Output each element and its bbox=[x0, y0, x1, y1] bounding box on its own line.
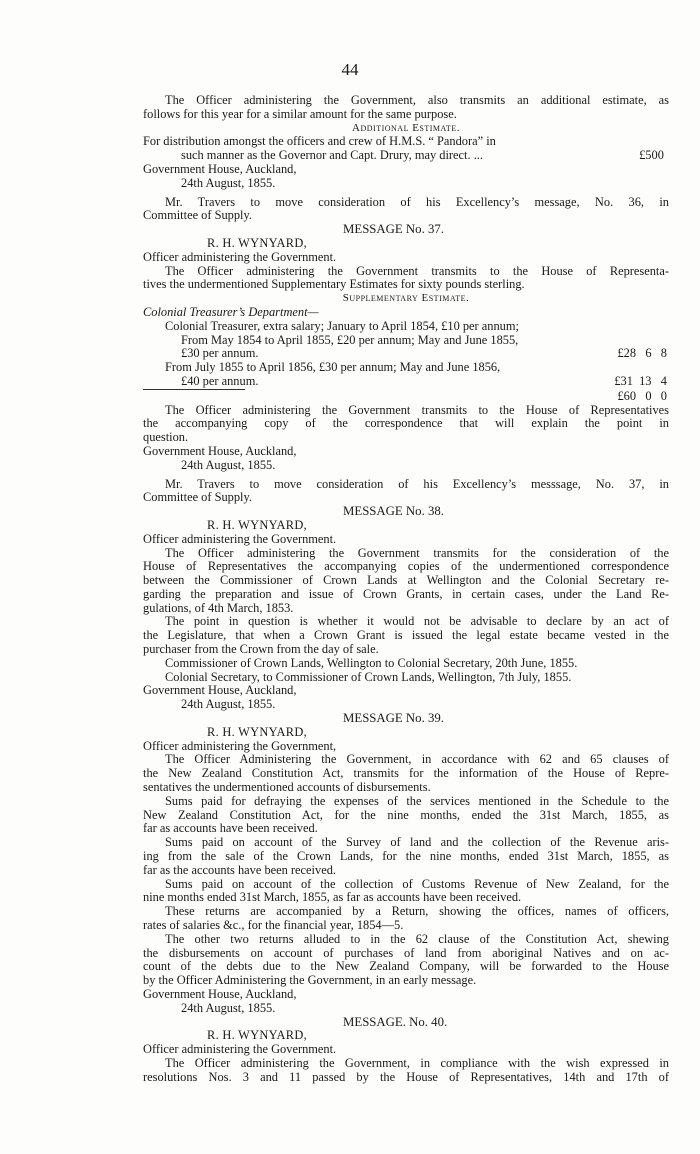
amount: £500 bbox=[639, 148, 667, 163]
text-line: Committee of Supply. bbox=[143, 490, 252, 505]
text-line: The Officer administering the Government transmits to the House of Representa- bbox=[165, 263, 669, 278]
text-line: Government House, Auckland, bbox=[143, 683, 297, 698]
text-line: resolutions Nos. 3 and 11 passed by the House of Representatives, 14th and 17th of bbox=[143, 1069, 669, 1084]
text-line: The Officer administering the Government, also transmits an additional estimate, as bbox=[165, 93, 669, 107]
text-line: New Zealand Constitution Act, for the nine months, ended the 31st March, 1855, as bbox=[143, 807, 669, 822]
text-line: The Officer administering the Government transmits for the consideration of the bbox=[165, 545, 669, 560]
text-line: question. bbox=[143, 430, 189, 445]
text-line: For distribution amongst the officers and crew of H.M.S. “ Pandora” in bbox=[143, 134, 496, 149]
text-line: The other two returns alluded to in the 62 clause of the Constitution Act, shewing bbox=[165, 931, 669, 946]
text-line: the accompanying copy of the correspondence that will explain the point in bbox=[143, 416, 669, 431]
text-line: sentatives the undermentioned accounts of disbursements. bbox=[143, 780, 431, 795]
message-heading: MESSAGE No. 38. bbox=[343, 504, 444, 519]
text-line: count of the debts due to the New Zealand Company, will be forwarded to the House bbox=[143, 959, 669, 974]
text-line: Officer administering the Government, bbox=[143, 738, 337, 753]
message-heading: MESSAGE No. 37. bbox=[343, 222, 444, 237]
text-line: Officer administering the Government. bbox=[143, 1042, 337, 1057]
text-line: far as accounts have been received. bbox=[143, 821, 318, 836]
text-line: From May 1854 to April 1855, £20 per annum; May and June 1855, bbox=[181, 332, 519, 347]
text-line: ing from the sale of the Crown Lands, for the nine months, ended 31st March, 1855, as bbox=[143, 849, 669, 864]
text-line: 24th August, 1855. bbox=[181, 175, 276, 190]
text-line: the Legislature, that when a Crown Grant is issued the legal estate became vested in the bbox=[143, 628, 669, 643]
text-line: Government House, Auckland, bbox=[143, 161, 297, 176]
text-line: follows for this year for a similar amount for the same purpose. bbox=[143, 106, 457, 121]
text-line: The point in question is whether it would not be advisable to declare by an act of bbox=[165, 614, 669, 629]
text-line: rates of salaries &c., for the financial year, 1854—5. bbox=[143, 918, 404, 933]
signature: R. H. WYNYARD, bbox=[207, 1028, 308, 1043]
text-line: purchaser from the Crown from the day of sale. bbox=[143, 642, 379, 657]
text-line: The Officer administering the Government, in compliance with the wish expressed in bbox=[165, 1055, 669, 1070]
text-line: These returns are accompanied by a Return, showing the offices, names of officers, bbox=[165, 904, 669, 919]
signature: R. H. WYNYARD, bbox=[207, 517, 308, 532]
estimate-heading: Supplementary Estimate. bbox=[342, 292, 470, 305]
text-line: Government House, Auckland, bbox=[143, 987, 297, 1001]
text-line: Colonial Treasurer’s Department— bbox=[143, 304, 319, 319]
text-line: by the Officer Administering the Government, in an early message. bbox=[143, 973, 477, 988]
text-line: garding the preparation and issue of Crown Grants, in certain cases, under the Land Re- bbox=[143, 586, 669, 601]
text-line: 24th August, 1855. bbox=[181, 697, 276, 712]
text-line: Mr. Travers to move consideration of his Excellency’s messsage, No. 37, in bbox=[165, 476, 669, 491]
text-line: 24th August, 1855. bbox=[181, 1000, 276, 1015]
text-line: From July 1855 to April 1856, £30 per annum; May and June 1856, bbox=[165, 360, 501, 375]
text-line: Sums paid on account of the Survey of land and the collection of the Revenue aris- bbox=[165, 835, 669, 850]
text-line: between the Commissioner of Crown Lands at Wellington and the Colonial Secretary re- bbox=[143, 573, 669, 588]
line-text: £30 per annum. bbox=[181, 346, 259, 361]
line-text: £40 per annum. bbox=[181, 373, 259, 388]
text-line: the New Zealand Constitution Act, transmits for the information of the House of Repre- bbox=[143, 766, 669, 781]
text-line: Sums paid on account of the collection of Customs Revenue of New Zealand, for the bbox=[165, 876, 669, 891]
text-line: House of Representatives the accompanying copies of the undermentioned correspondence bbox=[143, 559, 669, 574]
line-text: such manner as the Governor and Capt. Drury, may direct. ... bbox=[181, 148, 483, 163]
text-line: Committee of Supply. bbox=[143, 208, 252, 223]
message-heading: MESSAGE No. 39. bbox=[343, 711, 444, 726]
amount: £60 0 0 bbox=[617, 388, 667, 403]
text-line bbox=[143, 375, 669, 389]
text-line: the disbursements on account of purchases of land from aboriginal Natives and on ac- bbox=[143, 945, 669, 960]
text-line: Colonial Treasurer, extra salary; January to April 1854, £10 per annum; bbox=[165, 318, 519, 333]
text-line: Officer administering the Government. bbox=[143, 249, 337, 264]
amount: £31 13 4 bbox=[614, 373, 667, 388]
signature: R. H. WYNYARD, bbox=[207, 235, 308, 250]
text-line bbox=[143, 149, 669, 163]
text-line: Officer administering the Government. bbox=[143, 531, 337, 546]
text-line: Colonial Secretary, to Commissioner of Crown Lands, Wellington, 7th July, 1855. bbox=[165, 669, 572, 684]
text-line: The Officer Administering the Government, in accordance with 62 and 65 clauses of bbox=[165, 752, 669, 767]
text-line: far as the accounts have been received. bbox=[143, 862, 336, 877]
text-line: Mr. Travers to move consideration of his Excellency’s message, No. 36, in bbox=[165, 194, 669, 209]
text-line bbox=[143, 390, 669, 404]
text-line: Commissioner of Crown Lands, Wellington to Colonial Secretary, 20th June, 1855. bbox=[165, 655, 578, 670]
page-number: 44 bbox=[341, 60, 359, 79]
message-heading: MESSAGE. No. 40. bbox=[343, 1014, 448, 1029]
text-line bbox=[143, 347, 669, 361]
text-line: tives the undermentioned Supplementary Estimates for sixty pounds sterling. bbox=[143, 277, 525, 292]
estimate-heading: Additional Estimate. bbox=[352, 121, 460, 134]
text-column bbox=[143, 94, 669, 1085]
text-line: Government House, Auckland, bbox=[143, 443, 297, 458]
amount: £28 6 8 bbox=[617, 346, 667, 361]
text-line: Sums paid for defraying the expenses of the services mentioned in the Schedule to the bbox=[165, 793, 669, 808]
text-line: The Officer administering the Government transmits to the House of Representatives bbox=[165, 402, 669, 417]
text-line: gulations, of 4th March, 1853. bbox=[143, 600, 294, 615]
signature: R. H. WYNYARD, bbox=[207, 724, 308, 739]
text-line: 24th August, 1855. bbox=[181, 457, 276, 472]
text-line: nine months ended 31st March, 1855, as far as accounts have been received. bbox=[143, 890, 522, 905]
